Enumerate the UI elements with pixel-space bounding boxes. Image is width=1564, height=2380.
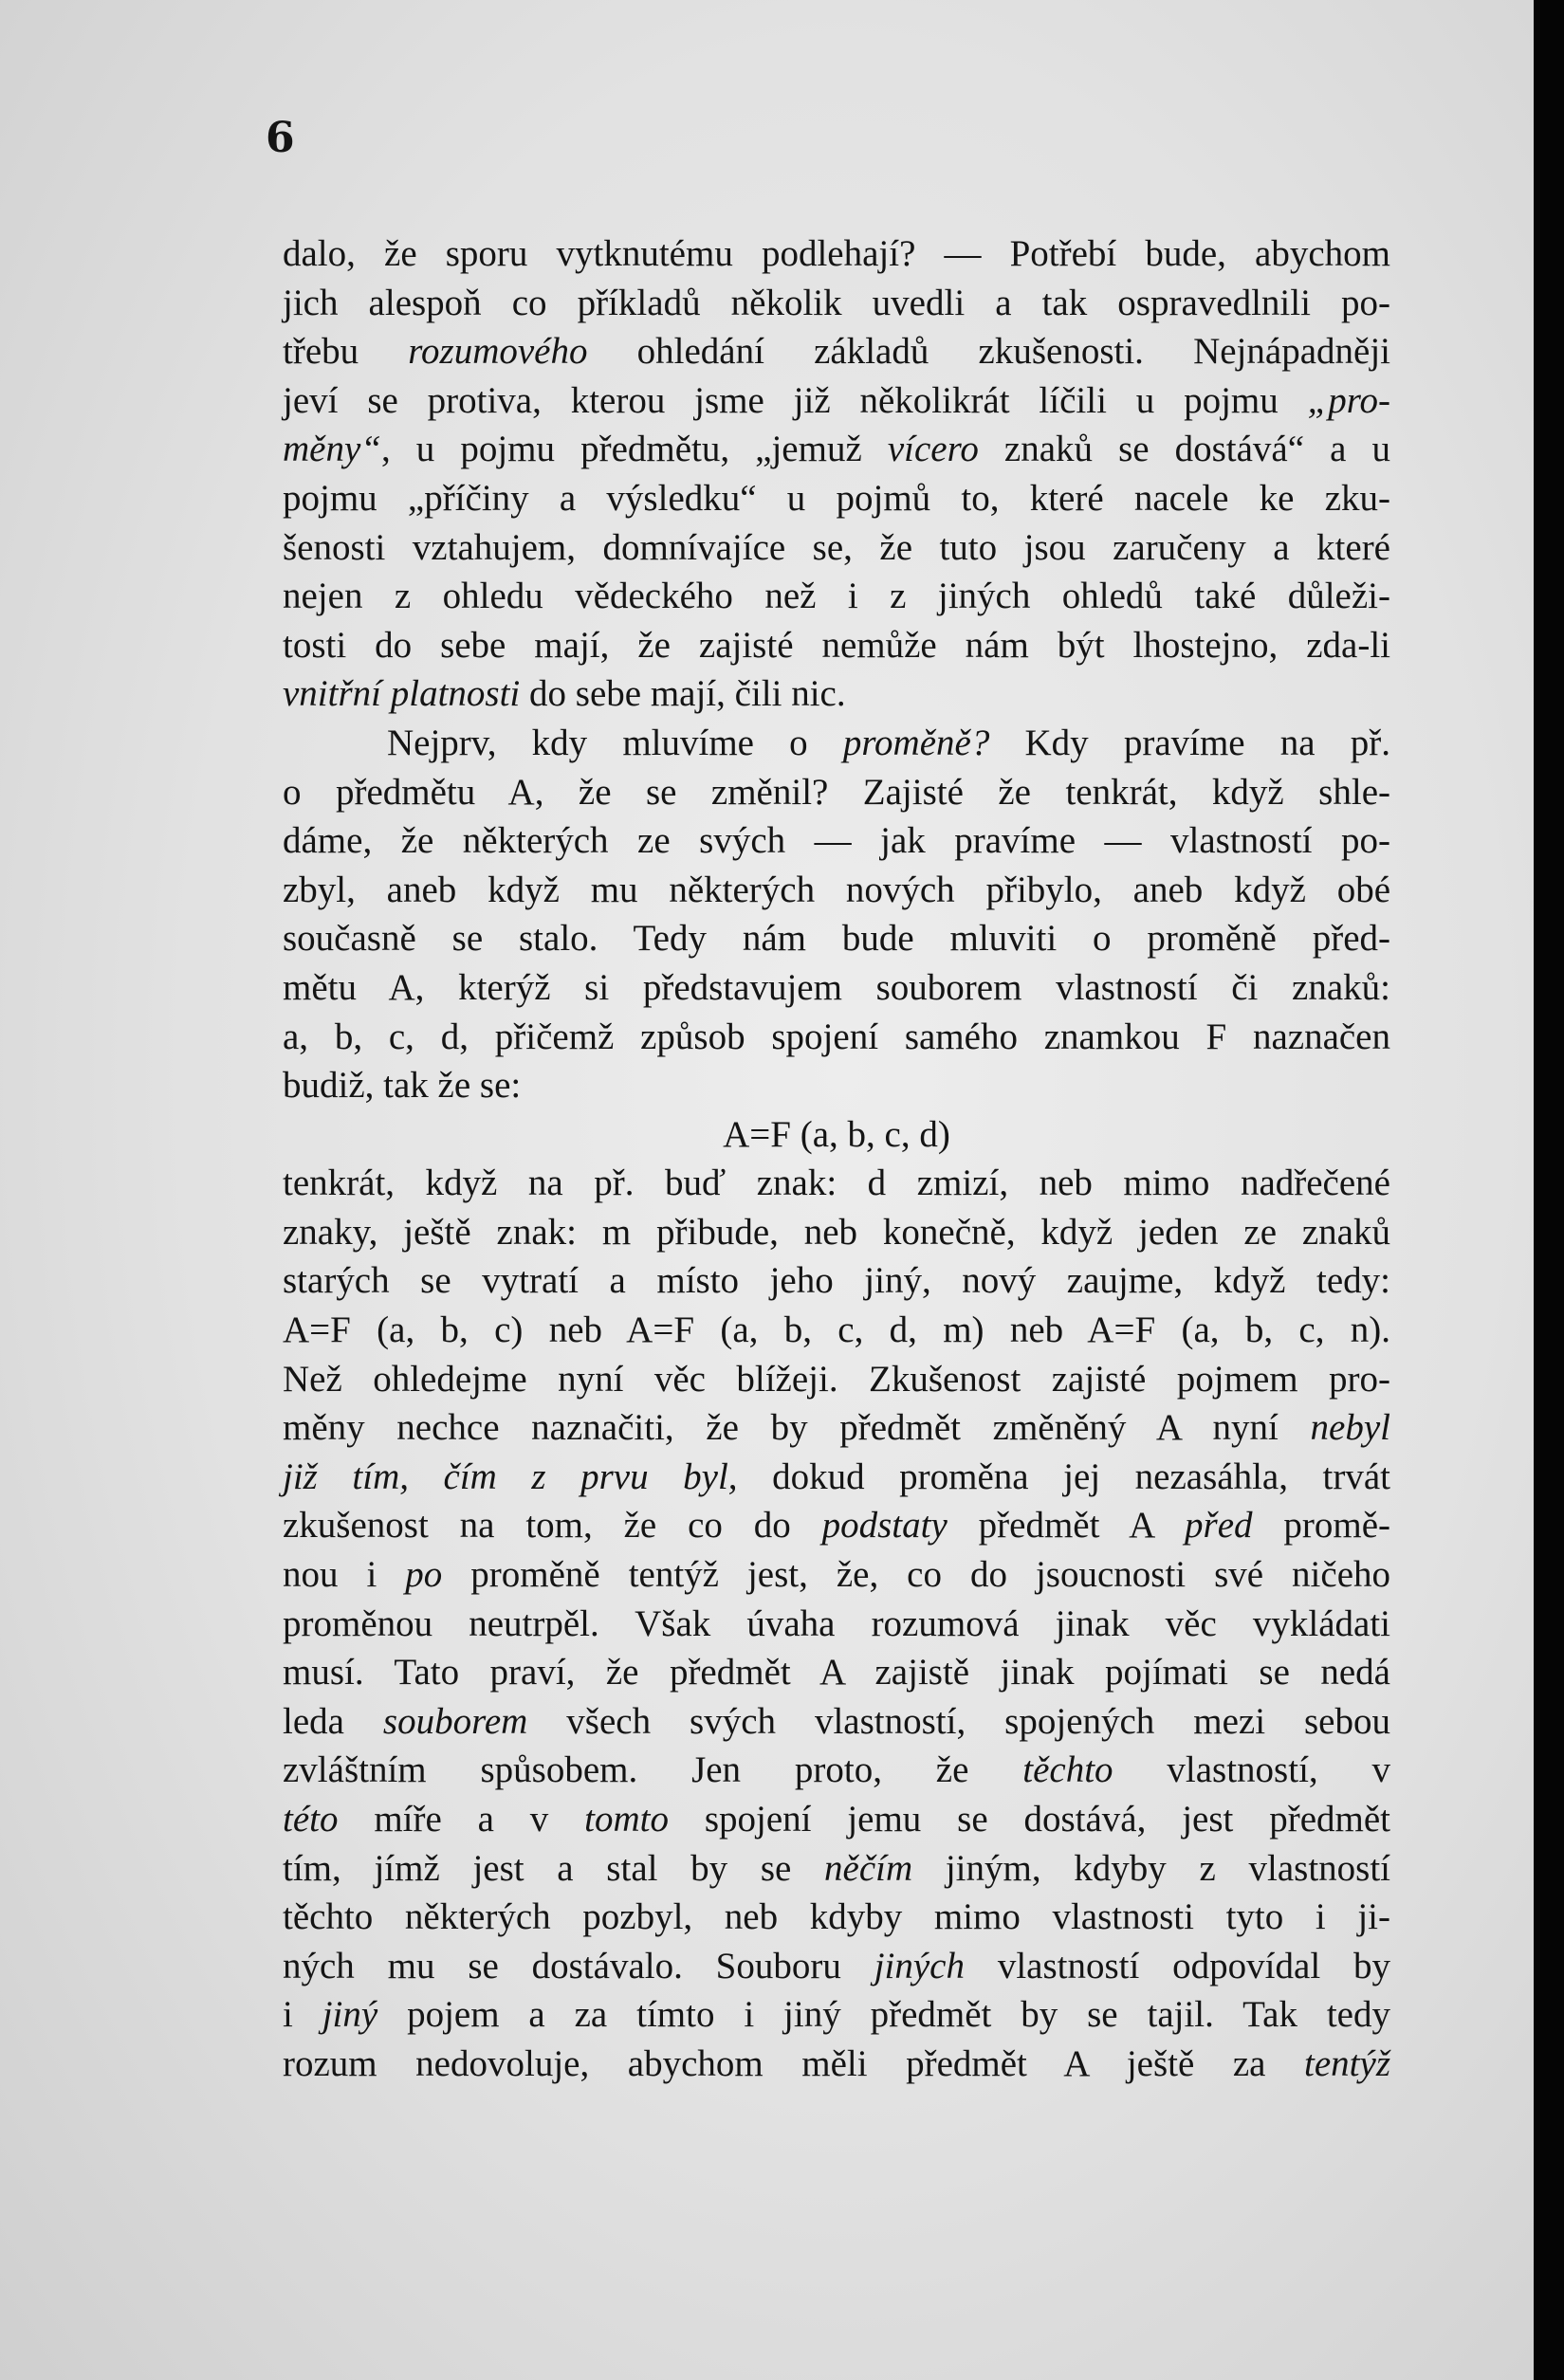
text-segment: jeví se protiva, kterou jsme již několikrát líčili u pojmu	[283, 379, 1308, 421]
text-segment: měny nechce naznačiti, že by předmět změněný A nyní	[283, 1407, 1311, 1449]
text-segment: proměně tentýž jest, že, co do jsoucnosti své ničeho	[442, 1554, 1391, 1596]
text-segment: pojmu „příčiny a výsledku“ u pojmů to, které nacele ke zku-	[283, 477, 1390, 519]
text-line	[283, 768, 1390, 817]
text-segment: jiný	[322, 1994, 378, 2036]
text-segment: A=F (a, b, c, d)	[723, 1113, 950, 1155]
text-segment: míře a v	[338, 1799, 585, 1840]
text-segment: tomto	[584, 1799, 669, 1840]
text-line	[283, 523, 1390, 573]
text-line	[283, 719, 1390, 768]
text-line	[283, 866, 1390, 915]
text-segment: Nejprv, kdy mluvíme o	[387, 722, 843, 763]
text-segment: jiným, kdyby z vlastností	[912, 1847, 1390, 1889]
text-segment: „pro-	[1307, 379, 1390, 421]
text-line	[283, 1355, 1390, 1404]
text-segment: spojení jemu se dostává, jest předmět	[668, 1799, 1390, 1840]
text-line	[283, 2040, 1390, 2089]
text-line	[283, 474, 1390, 523]
text-segment: zvláštním spůsobem. Jen proto, že	[283, 1749, 1023, 1791]
text-segment: proměnou neutrpěl. Však úvaha rozumová jinak věc vykládati	[283, 1602, 1390, 1644]
text-segment: před	[1185, 1505, 1253, 1547]
text-segment: leda	[283, 1700, 383, 1742]
text-segment: všech svých vlastností, spojených mezi sebou	[527, 1700, 1390, 1742]
text-segment: těchto některých pozbyl, neb kdyby mimo vlastnosti tyto i ji-	[283, 1896, 1390, 1938]
text-segment: rozumového	[408, 331, 588, 373]
text-segment: dokud proměna jej nezasáhla, trvát	[737, 1455, 1390, 1497]
text-segment: Kdy pravíme na př.	[989, 722, 1390, 763]
text-line	[283, 1159, 1390, 1208]
text-segment: nejen z ohledu vědeckého než i z jiných ohledů také důleži-	[283, 576, 1390, 617]
body-text	[283, 229, 1390, 2089]
text-segment: vlastností odpovídal by	[965, 1945, 1390, 1986]
text-line	[283, 327, 1390, 376]
text-line	[283, 1550, 1390, 1600]
text-line	[283, 279, 1390, 328]
text-line	[283, 1600, 1390, 1649]
text-line	[283, 1648, 1390, 1697]
text-line	[283, 1795, 1390, 1844]
text-segment: tenkrát, když na př. buď znak: d zmizí, neb mimo nadřečené	[283, 1163, 1390, 1204]
text-segment: tosti do sebe mají, že zajisté nemůže nám být lhostejno, zda-li	[283, 624, 1390, 666]
text-segment: něčím	[824, 1847, 913, 1889]
text-segment: musí. Tato praví, že předmět A zajistě jinak pojímati se nedá	[283, 1652, 1390, 1693]
text-line	[283, 963, 1390, 1013]
text-segment: pojem a za tímto i jiný předmět by se tajil. Tak tedy	[377, 1994, 1390, 2036]
text-segment: dáme, že některých ze svých — jak pravíme — vlastností po-	[283, 820, 1390, 862]
text-segment: o předmětu A, že se změnil? Zajisté že tenkrát, když shle-	[283, 771, 1390, 813]
text-segment: podstaty	[821, 1505, 948, 1547]
text-line	[283, 425, 1390, 474]
text-segment: dalo, že sporu vytknutému podlehají? — Potřebí bude, abychom	[283, 233, 1390, 274]
text-line	[283, 669, 1390, 719]
text-segment: znaky, ještě znak: m přibude, neb konečně, když jeden ze znaků	[283, 1211, 1390, 1253]
text-segment: , u pojmu předmětu, „jemuž	[380, 429, 888, 470]
text-line	[283, 1208, 1390, 1257]
text-line	[283, 1110, 1390, 1160]
text-segment: již tím, čím z prvu byl,	[283, 1455, 738, 1497]
text-line	[283, 1844, 1390, 1894]
text-segment: mětu A, kterýž si představujem souborem vlastností či znaků:	[283, 966, 1390, 1008]
text-line	[283, 1256, 1390, 1306]
text-segment: současně se stalo. Tedy nám bude mluviti o proměně před-	[283, 918, 1390, 960]
text-segment: po	[405, 1554, 443, 1596]
text-segment: nebyl	[1310, 1407, 1390, 1449]
scan-border	[1534, 0, 1564, 2380]
text-segment: zbyl, aneb když mu některých nových přibylo, aneb když obé	[283, 869, 1390, 910]
text-line	[283, 1013, 1390, 1062]
text-line	[283, 1893, 1390, 1942]
text-segment: měny“	[283, 429, 381, 470]
text-segment: A=F (a, b, c) neb A=F (a, b, c, d, m) neb A=F (a, b, c, n).	[283, 1309, 1390, 1351]
text-line	[283, 1746, 1390, 1795]
text-line	[283, 1061, 1390, 1110]
text-segment: vícero	[887, 429, 979, 470]
text-segment: vlastností, v	[1113, 1749, 1390, 1791]
text-line	[283, 1403, 1390, 1453]
text-segment: zkušenost na tom, že co do	[283, 1505, 822, 1547]
text-line	[283, 1990, 1390, 2040]
text-segment: souborem	[382, 1700, 528, 1742]
text-line	[283, 621, 1390, 670]
text-line	[283, 1453, 1390, 1502]
text-segment: znaků se dostává“ a u	[978, 429, 1390, 470]
text-segment: třebu	[283, 331, 409, 373]
text-line	[283, 816, 1390, 866]
text-segment: starých se vytratí a místo jeho jiný, nový zaujme, když tedy:	[283, 1260, 1390, 1302]
text-line	[283, 1306, 1390, 1355]
page-number: 6	[266, 114, 295, 162]
text-segment: i	[283, 1994, 322, 2036]
text-segment: předmět A	[947, 1505, 1186, 1547]
text-segment: nou i	[283, 1554, 406, 1596]
text-segment: jiných	[874, 1945, 965, 1986]
text-segment: proměně?	[842, 722, 990, 763]
text-line	[283, 914, 1390, 963]
text-segment: budiž, tak že se:	[283, 1065, 522, 1107]
text-segment: této	[283, 1799, 339, 1840]
text-segment: tentýž	[1304, 2042, 1390, 2084]
text-segment: tím, jímž jest a stal by se	[283, 1847, 825, 1889]
text-segment: jich alespoň co příkladů několik uvedli a tak ospravedlnili po-	[283, 282, 1390, 323]
text-segment: do sebe mají, čili nic.	[520, 673, 846, 715]
text-segment: ných mu se dostávalo. Souboru	[283, 1945, 874, 1986]
text-segment: rozum nedovoluje, abychom měli předmět A ještě za	[283, 2042, 1305, 2084]
text-line	[283, 1501, 1390, 1550]
text-line	[283, 1697, 1390, 1747]
text-segment: těchto	[1022, 1749, 1113, 1791]
text-line	[283, 229, 1390, 279]
text-line	[283, 1942, 1390, 1991]
text-segment: šenosti vztahujem, domnívajíce se, že tuto jsou zaručeny a které	[283, 526, 1390, 568]
text-line	[283, 572, 1390, 621]
text-segment: promě-	[1252, 1505, 1390, 1547]
text-segment: Než ohledejme nyní věc blížeji. Zkušenost zajisté pojmem pro-	[283, 1358, 1390, 1400]
text-segment: a, b, c, d, přičemž způsob spojení samého znamkou F naznačen	[283, 1016, 1390, 1057]
text-line	[283, 376, 1390, 426]
text-segment: ohledání základů zkušenosti. Nejnápadněji	[587, 331, 1390, 373]
text-segment: vnitřní platnosti	[283, 673, 521, 715]
